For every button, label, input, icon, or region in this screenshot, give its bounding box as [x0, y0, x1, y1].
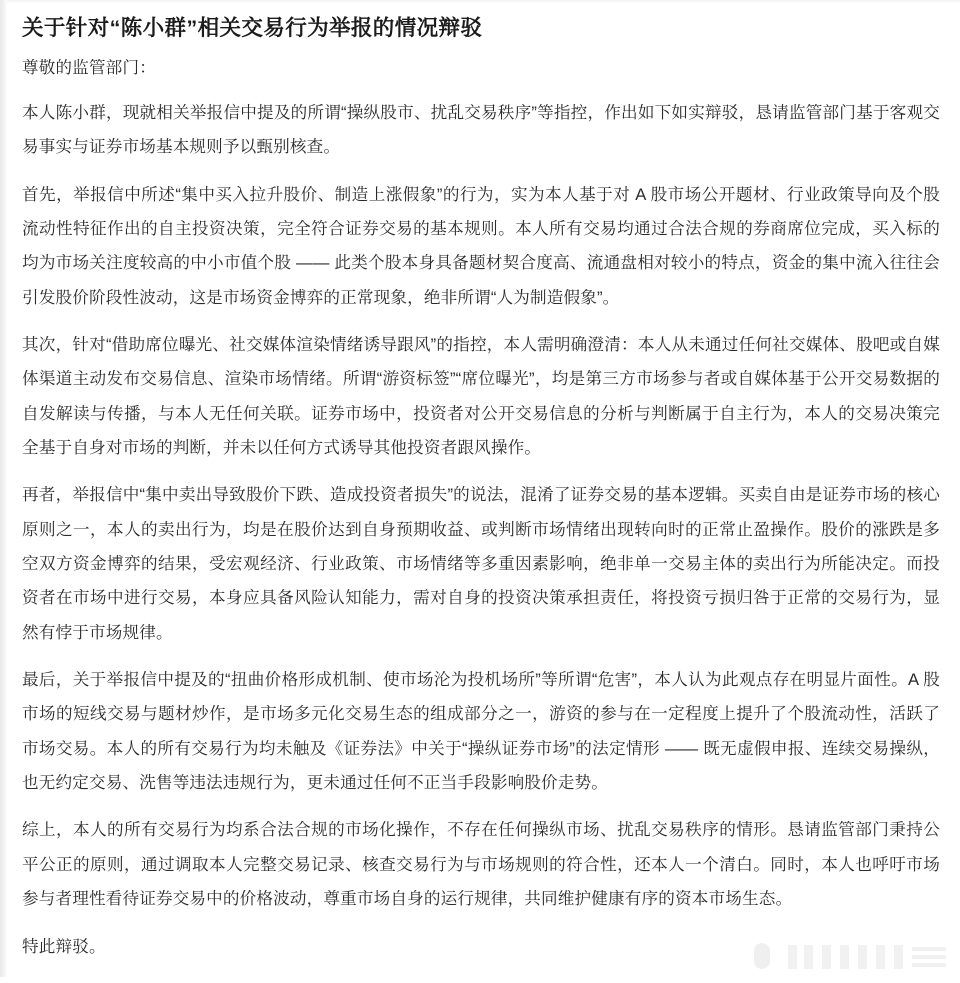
page-title: 关于针对“陈小群”相关交易行为举报的情况辩驳	[22, 16, 483, 40]
closing-line: 特此辩驳。	[22, 937, 106, 957]
body-paragraph-4: 再者，举报信中“集中卖出导致股价下跌、造成投资者损失”的说法，混淆了证券交易的基本逻辑。买卖自由是证券市场的核心原则之一，本人的卖出行为，均是在股价达到自身预期收益、或判断市场情绪出现转向时的正常止盈操作。股价的涨跌是多空双方资金博弈的结果，受宏观经济、行业政策、市场情绪等多重因素影响，绝非单一交易主体的卖出行为所能决定。而投资者在市场中进行交易，本身应具备风险认知能力，需对自身的投资决策承担责任，将投资亏损归咎于正常的交易行为，显然有悖于市场规律。	[22, 485, 940, 642]
salutation-line: 尊敬的监管部门：	[22, 59, 156, 78]
body-paragraph-5: 最后，关于举报信中提及的“扭曲价格形成机制、使市场沦为投机场所”等所谓“危害”，本人认为此观点存在明显片面性。A 股市场的短线交易与题材炒作，是市场多元化交易生态的组成部分之一，游资的参与在一定程度上提升了个股流动性，活跃了市场交易。本人的所有交易行为均未触及《证券法》中关于“操纵证券市场”的法定情形 —— 既无虚假申报、连续交易操纵，也无约定交易、洗售等违法违规行为，更未通过任何不正当手段影响股价走势。	[22, 670, 940, 793]
body-paragraph-2: 首先，举报信中所述“集中买入拉升股价、制造上涨假象”的行为，实为本人基于对 A 股市场公开题材、行业政策导向及个股流动性特征作出的自主投资决策，完全符合证券交易的基本规则。本人所有交易均通过合法合规的券商席位完成，买入标的均为市场关注度较高的中小市值个股 —— 此类个股本身具备题材契合度高、流通盘相对较小的特点，资金的集中流入往往会引发股价阶段性波动，这是市场资金博弈的正常现象，绝非所谓“人为制造假象”。	[22, 184, 940, 307]
body-paragraph-1: 本人陈小群，现就相关举报信中提及的所谓“操纵股市、扰乱交易秩序”等指控，作出如下如实辩驳，恳请监管部门基于客观交易事实与证券市场基本规则予以甄别核查。	[22, 102, 940, 157]
body-paragraph-6: 综上，本人的所有交易行为均系合法合规的市场化操作，不存在任何操纵市场、扰乱交易秩序的情形。恳请监管部门秉持公平公正的原则，通过调取本人完整交易记录、核查交易行为与市场规则的符合性，还本人一个清白。同时，本人也呼吁市场参与者理性看待证券交易中的价格波动，尊重市场自身的运行规律，共同维护健康有序的资本市场生态。	[22, 820, 940, 909]
body-paragraph-3: 其次，针对“借助席位曝光、社交媒体渲染情绪诱导跟风”的指控，本人需明确澄清：本人从未通过任何社交媒体、股吧或自媒体渠道主动发布交易信息、渲染市场情绪。所谓“游资标签”“席位曝光”，均是第三方市场参与者或自媒体基于公开交易数据的自发解读与传播，与本人无任何关联。证券市场中，投资者对公开交易信息的分析与判断属于自主行为，本人的交易决策完全基于自身对市场的判断，并未以任何方式诱导其他投资者跟风操作。	[22, 334, 940, 457]
